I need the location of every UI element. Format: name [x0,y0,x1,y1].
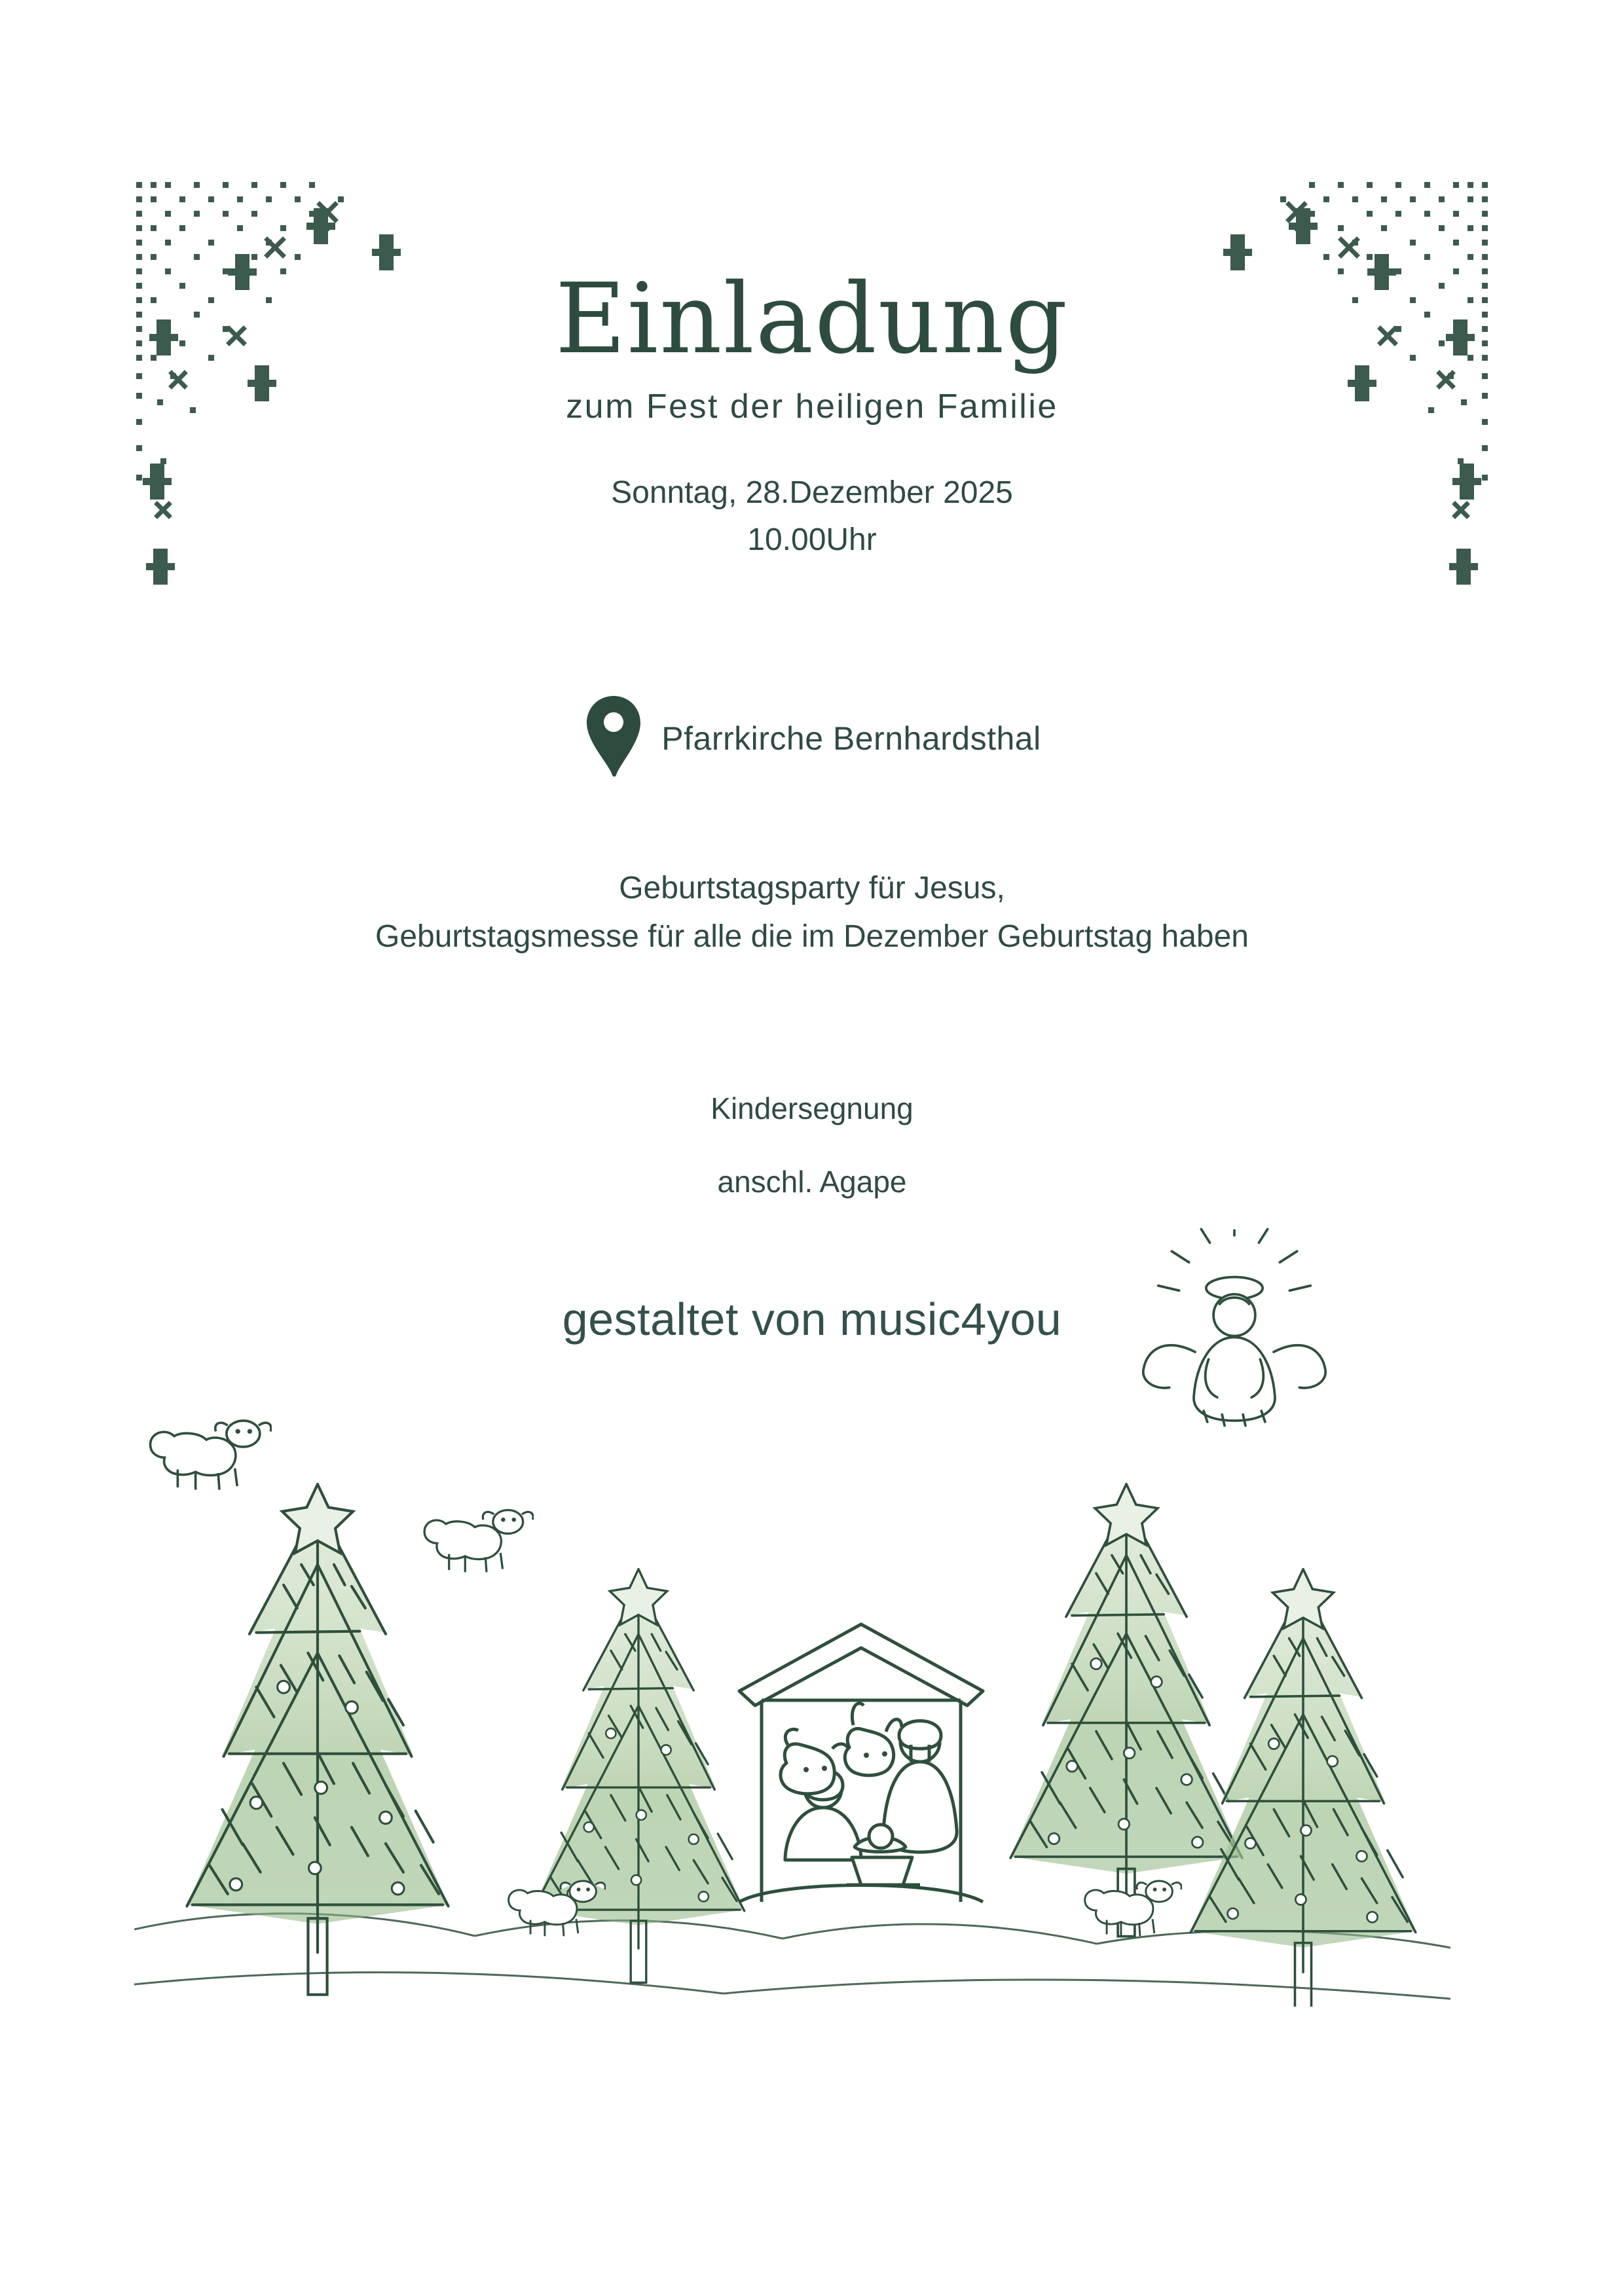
event-time: 10.00Uhr [747,522,877,558]
program-line-2: anschl. Agape [717,1165,907,1199]
christmas-tree [1010,1484,1242,1937]
page-subtitle: zum Fest der heiligen Familie [566,388,1058,426]
page-title: Einladung [555,263,1069,375]
christmas-tree [1190,1569,1416,2007]
location-pin-icon [583,694,644,782]
description-line-1: Geburtstagsparty für Jesus, [619,871,1005,905]
christmas-tree [532,1569,744,1983]
event-location [0,694,1624,782]
sheep [424,1510,533,1573]
christmas-tree [187,1484,448,1995]
sheep [1085,1881,1182,1936]
sheep [151,1421,271,1489]
program-line-1: Kindersegnung [710,1091,913,1125]
nativity-stable [739,1624,983,1902]
location-name: Pfarrkirche Bernhardsthal [661,720,1041,757]
credit-line: gestaltet von music4you [562,1294,1062,1345]
description-block [0,864,1624,962]
event-datetime [0,469,1624,564]
sheep [509,1881,606,1936]
description-line-2: Geburtstagsmesse für alle die im Dezember Geburtstag haben [375,919,1249,955]
program-block [0,1093,1624,1240]
event-date: Sonntag, 28.Dezember 2025 [611,475,1013,511]
header-block [0,263,1624,564]
